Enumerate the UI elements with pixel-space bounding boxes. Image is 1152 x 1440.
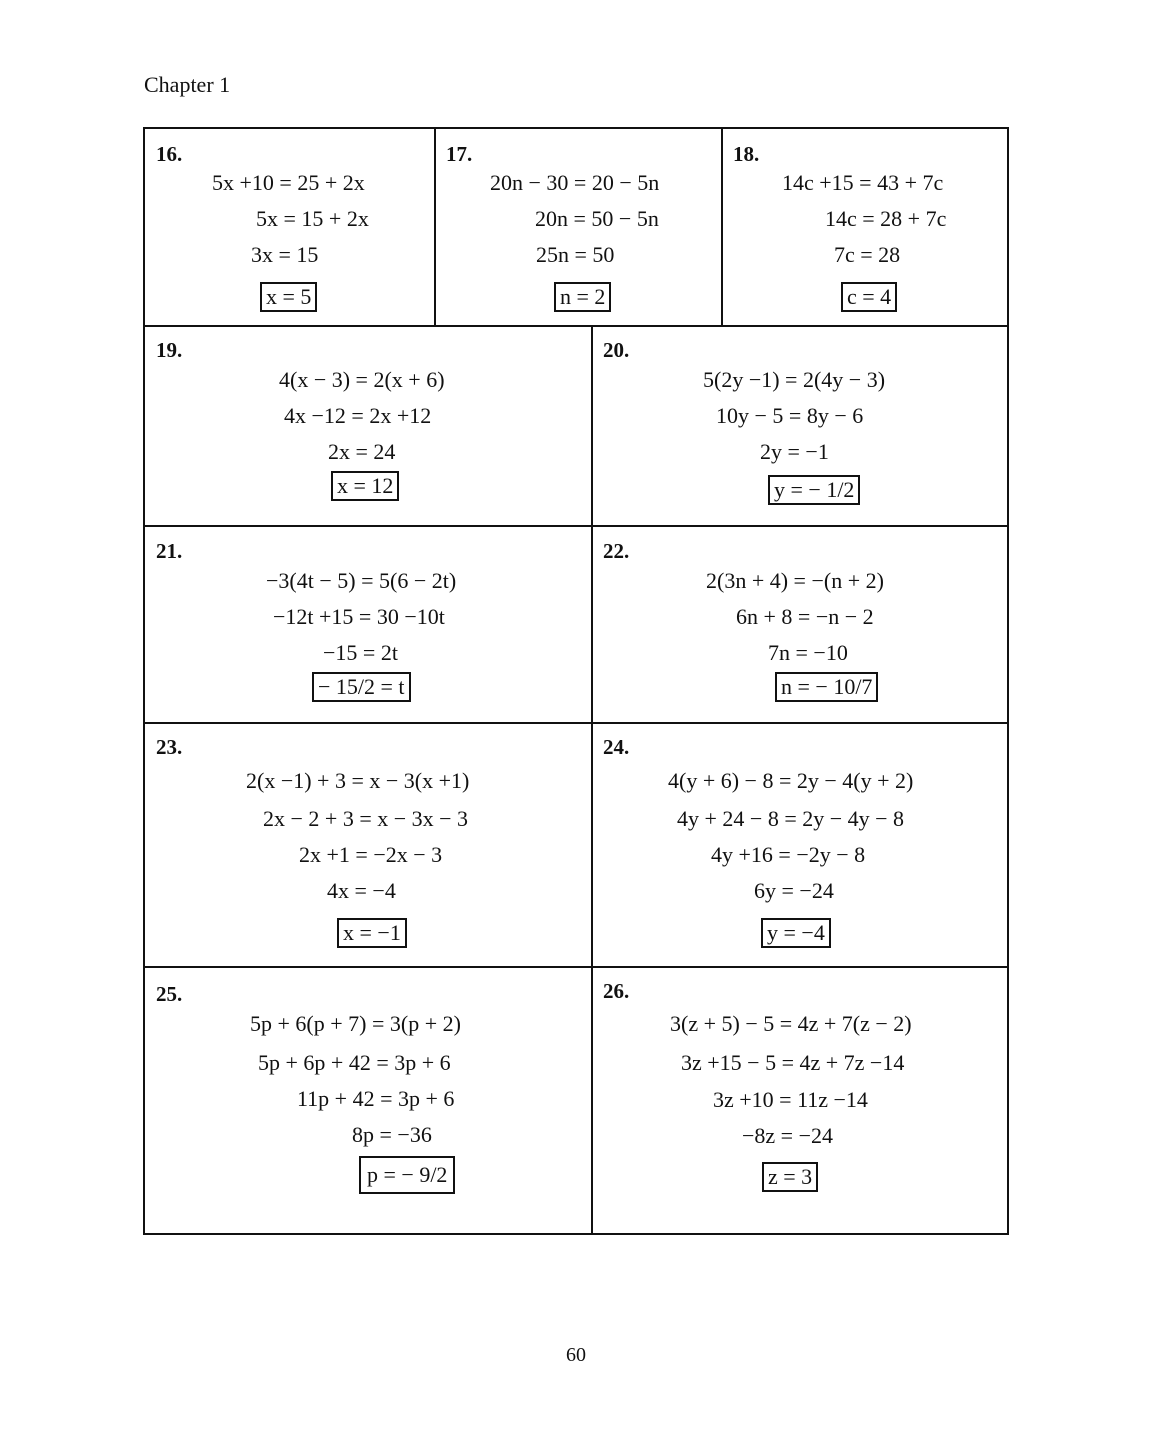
answer-box: n = − 10/7: [775, 672, 878, 702]
problem-number: 26.: [603, 979, 630, 1003]
problem-number: 21.: [156, 539, 183, 563]
equation-step: 7c = 28: [834, 242, 901, 267]
problem-number: 22.: [603, 539, 630, 563]
equation-step: 4x = −4: [327, 878, 396, 903]
equation-step: 2y = −1: [760, 439, 829, 464]
column-divider: [591, 325, 593, 1235]
chapter-heading: Chapter 1: [144, 72, 231, 97]
problem-number: 23.: [156, 735, 183, 759]
equation-step: 3z +15 − 5 = 4z + 7z −14: [681, 1050, 905, 1075]
problem-number: 19.: [156, 338, 183, 362]
equation-step: 25n = 50: [536, 242, 615, 267]
answer-box: x = 5: [260, 282, 317, 312]
row-divider: [145, 525, 1007, 527]
equation-step: 3z +10 = 11z −14: [713, 1087, 868, 1112]
equation-step: 5p + 6(p + 7) = 3(p + 2): [250, 1011, 461, 1036]
equation-step: 2x = 24: [328, 439, 396, 464]
equation-step: 6y = −24: [754, 878, 834, 903]
equation-step: 3x = 15: [251, 242, 319, 267]
equation-step: 4x −12 = 2x +12: [284, 403, 432, 428]
answer-box: y = −4: [761, 918, 831, 948]
equation-step: 8p = −36: [352, 1122, 432, 1147]
equation-step: 4y + 24 − 8 = 2y − 4y − 8: [677, 806, 905, 831]
problem-number: 18.: [733, 142, 760, 166]
equation-step: 4(x − 3) = 2(x + 6): [279, 367, 445, 392]
problem-number: 20.: [603, 338, 630, 362]
equation-step: 10y − 5 = 8y − 6: [716, 403, 864, 428]
answer-box: p = − 9/2: [359, 1156, 455, 1194]
problem-number: 16.: [156, 142, 183, 166]
answer-box: z = 3: [762, 1162, 818, 1192]
answer-box: x = 12: [331, 471, 399, 501]
answer-box: y = − 1/2: [768, 475, 860, 505]
equation-step: 11p + 42 = 3p + 6: [297, 1086, 455, 1111]
problem-number: 17.: [446, 142, 473, 166]
equation-step: 4(y + 6) − 8 = 2y − 4(y + 2): [668, 768, 914, 793]
equation-step: −12t +15 = 30 −10t: [273, 604, 445, 629]
equation-step: 5x = 15 + 2x: [256, 206, 369, 231]
problem-number: 24.: [603, 735, 630, 759]
equation-step: 6n + 8 = −n − 2: [736, 604, 874, 629]
equation-step: 14c +15 = 43 + 7c: [782, 170, 944, 195]
equation-step: 7n = −10: [768, 640, 848, 665]
equation-step: 20n = 50 − 5n: [535, 206, 659, 231]
equation-step: 4y +16 = −2y − 8: [711, 842, 866, 867]
equation-step: 2x − 2 + 3 = x − 3x − 3: [263, 806, 469, 831]
equation-step: 2(x −1) + 3 = x − 3(x +1): [246, 768, 470, 793]
row-divider: [145, 966, 1007, 968]
row-divider: [145, 722, 1007, 724]
column-divider: [721, 129, 723, 325]
equation-step: 14c = 28 + 7c: [825, 206, 947, 231]
equation-step: −8z = −24: [742, 1123, 833, 1148]
answer-box: c = 4: [841, 282, 897, 312]
equation-step: 5(2y −1) = 2(4y − 3): [703, 367, 886, 392]
equation-step: −3(4t − 5) = 5(6 − 2t): [266, 568, 457, 593]
equation-step: 20n − 30 = 20 − 5n: [490, 170, 660, 195]
answer-box: x = −1: [337, 918, 407, 948]
equation-step: 5x +10 = 25 + 2x: [212, 170, 365, 195]
equation-step: 2(3n + 4) = −(n + 2): [706, 568, 884, 593]
row-divider: [145, 325, 1007, 327]
equation-step: 2x +1 = −2x − 3: [299, 842, 443, 867]
problem-number: 25.: [156, 982, 183, 1006]
equation-step: 5p + 6p + 42 = 3p + 6: [258, 1050, 451, 1075]
answer-box: − 15/2 = t: [312, 672, 411, 702]
column-divider: [434, 129, 436, 325]
equation-step: 3(z + 5) − 5 = 4z + 7(z − 2): [670, 1011, 912, 1036]
page-number: 60: [566, 1344, 586, 1366]
answer-box: n = 2: [554, 282, 611, 312]
equation-step: −15 = 2t: [323, 640, 398, 665]
